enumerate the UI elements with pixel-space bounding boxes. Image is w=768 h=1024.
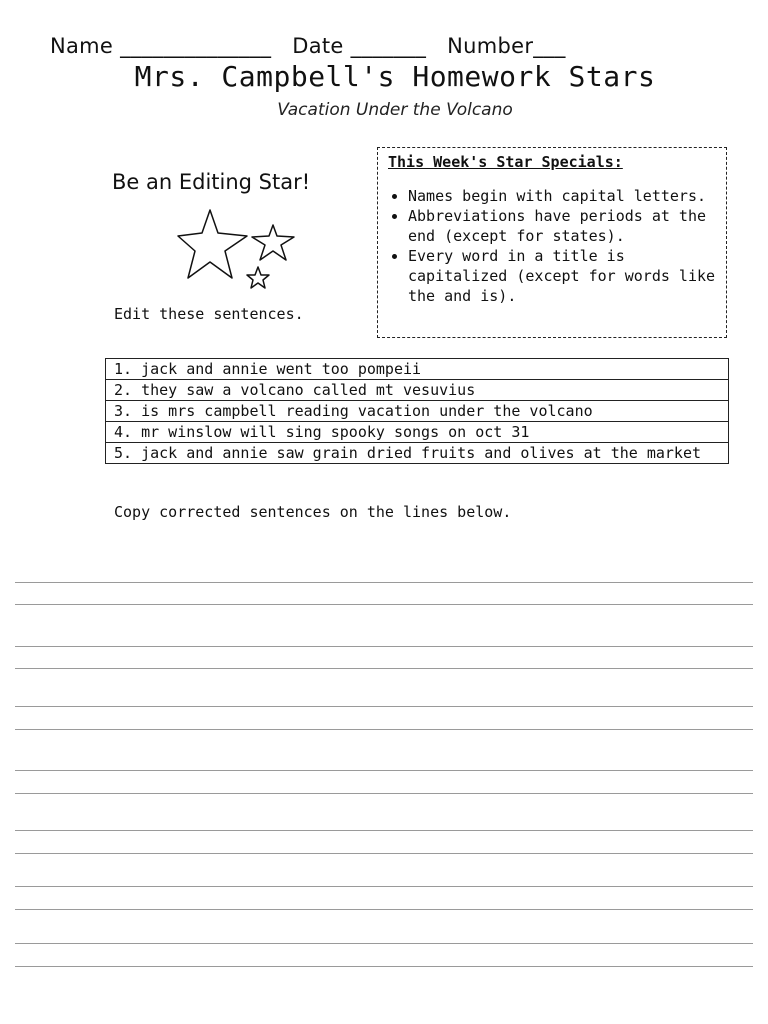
- writing-line[interactable]: [15, 943, 753, 944]
- writing-line[interactable]: [15, 793, 753, 794]
- sentence-cell: 2. they saw a volcano called mt vesuvius: [106, 380, 729, 401]
- sentence-cell: 3. is mrs campbell reading vacation under the volcano: [106, 401, 729, 422]
- editing-star-heading: Be an Editing Star!: [112, 170, 311, 194]
- writing-line[interactable]: [15, 604, 753, 605]
- writing-line[interactable]: [15, 729, 753, 730]
- writing-line[interactable]: [15, 770, 753, 771]
- sentence-cell: 5. jack and annie saw grain dried fruits and olives at the market: [106, 443, 729, 464]
- edit-instruction: Edit these sentences.: [114, 305, 304, 323]
- writing-line[interactable]: [15, 830, 753, 831]
- writing-line[interactable]: [15, 582, 753, 583]
- student-info-line: Name ______________ Date _______ Number___: [50, 34, 566, 58]
- writing-line[interactable]: [15, 646, 753, 647]
- specials-item: • Abbreviations have periods at the end (except for states).: [408, 206, 718, 246]
- writing-line[interactable]: [15, 853, 753, 854]
- copy-instruction: Copy corrected sentences on the lines below.: [114, 503, 512, 521]
- writing-line[interactable]: [15, 966, 753, 967]
- writing-lines: [15, 0, 753, 1024]
- page-title: Mrs. Campbell's Homework Stars: [134, 60, 656, 93]
- writing-line[interactable]: [15, 706, 753, 707]
- specials-title: This Week's Star Specials:: [388, 153, 623, 171]
- writing-line[interactable]: [15, 886, 753, 887]
- writing-line[interactable]: [15, 909, 753, 910]
- writing-line[interactable]: [15, 668, 753, 669]
- page-subtitle: Vacation Under the Volcano: [277, 100, 513, 120]
- sentence-cell: 4. mr winslow will sing spooky songs on oct 31: [106, 422, 729, 443]
- specials-item: • Every word in a title is capitalized (except for words like the and is).: [408, 246, 718, 306]
- sentence-cell: 1. jack and annie went too pompeii: [106, 359, 729, 380]
- specials-item: • Names begin with capital letters.: [408, 186, 718, 206]
